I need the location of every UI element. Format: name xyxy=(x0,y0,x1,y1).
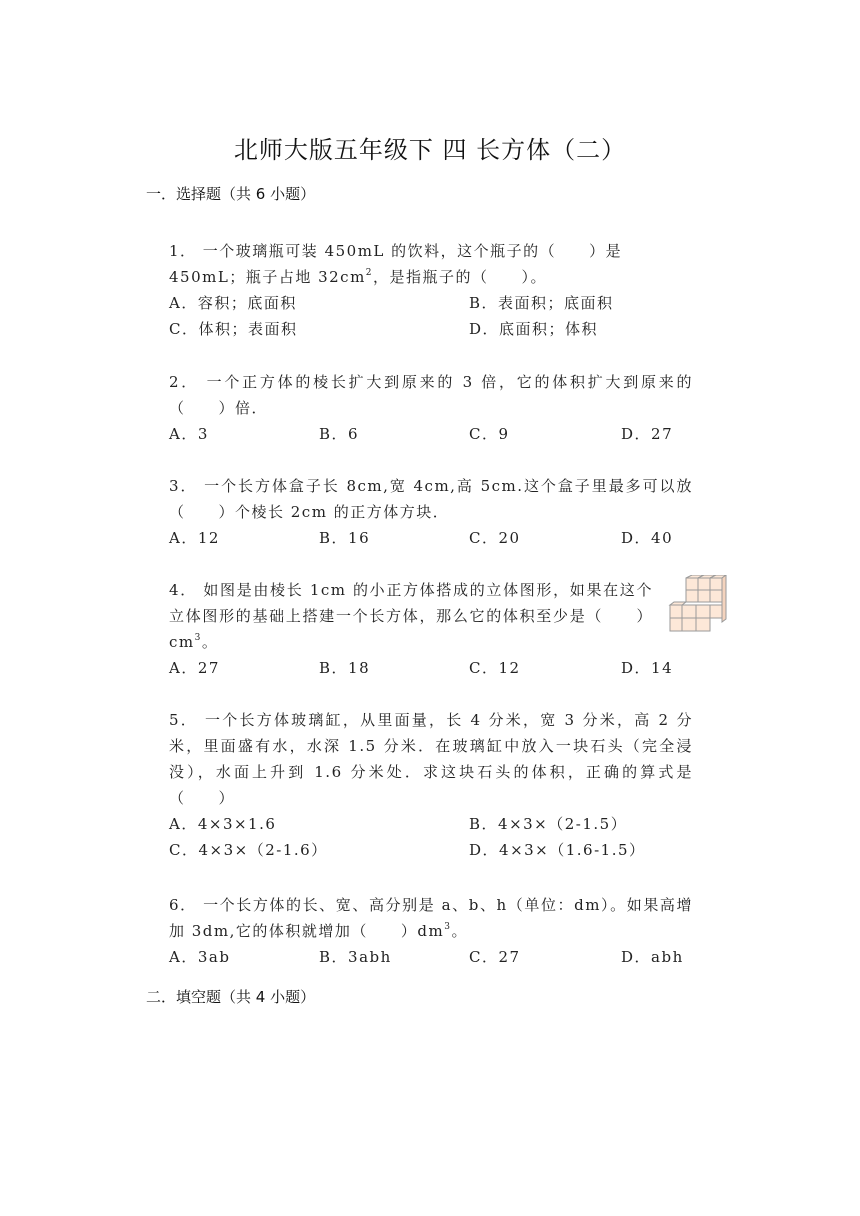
option-d[interactable]: D．abh xyxy=(621,948,684,966)
option-a[interactable]: A．27 xyxy=(169,659,220,677)
option-b[interactable]: B．16 xyxy=(319,529,371,547)
question-2 xyxy=(169,369,693,447)
question-1-line-1: 1． 一个玻璃瓶可装 450mL 的饮料，这个瓶子的（ ）是 xyxy=(169,242,623,260)
question-4-text: 4． 如图是由棱长 1cm 的小正方体搭成的立体图形，如果在这个立体图形的基础上搭建一个长方体，那么它的体积至少是（ ）cm xyxy=(169,581,653,651)
option-d[interactable]: D．14 xyxy=(621,659,674,677)
question-1-text: 450mL；瓶子占地 32cm xyxy=(169,268,366,286)
question-3-text: 3． 一个长方体盒子长 8cm,宽 4cm,高 5cm.这个盒子里最多可以放（ ）个棱长 2cm 的正方体方块． xyxy=(169,477,693,521)
option-b[interactable]: B．表面积；底面积 xyxy=(469,294,614,312)
option-c[interactable]: C．4×3×（2-1.6） xyxy=(169,841,328,859)
question-5-text: 5． 一个长方体玻璃缸，从里面量，长 4 分米，宽 3 分米，高 2 分米，里面盛有水，水深 1.5 分米．在玻璃缸中放入一块石头（完全浸没），水面上升到 1.6 分米处．求这块石头的体积，正确的算式是（ ） xyxy=(169,711,693,807)
option-d[interactable]: D．4×3×（1.6-1.5） xyxy=(469,841,646,859)
stacked-cubes-figure xyxy=(668,575,728,635)
question-5 xyxy=(169,707,693,863)
option-b[interactable]: B．18 xyxy=(319,659,371,677)
superscript: 3 xyxy=(444,922,452,932)
question-4 xyxy=(169,577,674,681)
option-c[interactable]: C．27 xyxy=(469,948,521,966)
option-b[interactable]: B．3abh xyxy=(319,948,392,966)
option-d[interactable]: D．27 xyxy=(621,425,674,443)
document-title: 北师大版五年级下 四 长方体（二） xyxy=(233,136,627,164)
option-c[interactable]: C．20 xyxy=(469,529,521,547)
option-c[interactable]: C．9 xyxy=(469,425,510,443)
option-a[interactable]: A．4×3×1.6 xyxy=(169,815,277,833)
option-a[interactable]: A．3ab xyxy=(169,948,231,966)
section-heading-choice: 一．选择题（共 6 小题） xyxy=(146,185,316,203)
question-4-text-block xyxy=(169,577,653,655)
question-6-text-block xyxy=(169,892,693,944)
section-heading-fill-blank: 二．填空题（共 4 小题） xyxy=(146,988,316,1006)
option-d[interactable]: D．40 xyxy=(621,529,674,547)
question-3 xyxy=(169,473,693,551)
question-1 xyxy=(169,238,693,342)
option-a[interactable]: A．12 xyxy=(169,529,220,547)
option-c[interactable]: C．体积；表面积 xyxy=(169,320,298,338)
question-6 xyxy=(169,892,693,970)
option-a[interactable]: A．容积；底面积 xyxy=(169,294,297,312)
question-1-tail: ，是指瓶子的（ ）。 xyxy=(373,268,548,286)
option-a[interactable]: A．3 xyxy=(169,425,209,443)
question-6-tail: 。 xyxy=(451,922,468,940)
superscript: 2 xyxy=(365,268,374,278)
option-c[interactable]: C．12 xyxy=(469,659,521,677)
question-2-text: 2． 一个正方体的棱长扩大到原来的 3 倍，它的体积扩大到原来的（ ）倍． xyxy=(169,373,693,417)
option-d[interactable]: D．底面积；体积 xyxy=(469,320,599,338)
question-1-line-2 xyxy=(169,264,693,290)
question-4-tail: 。 xyxy=(201,633,219,651)
option-b[interactable]: B．4×3×（2-1.5） xyxy=(469,815,628,833)
option-b[interactable]: B．6 xyxy=(319,425,360,443)
question-6-text: 6． 一个长方体的长、宽、高分别是 a、b、h（单位：dm）。如果高增加 3dm,它的体积就增加（ ）dm xyxy=(169,896,693,940)
superscript: 3 xyxy=(194,633,202,643)
